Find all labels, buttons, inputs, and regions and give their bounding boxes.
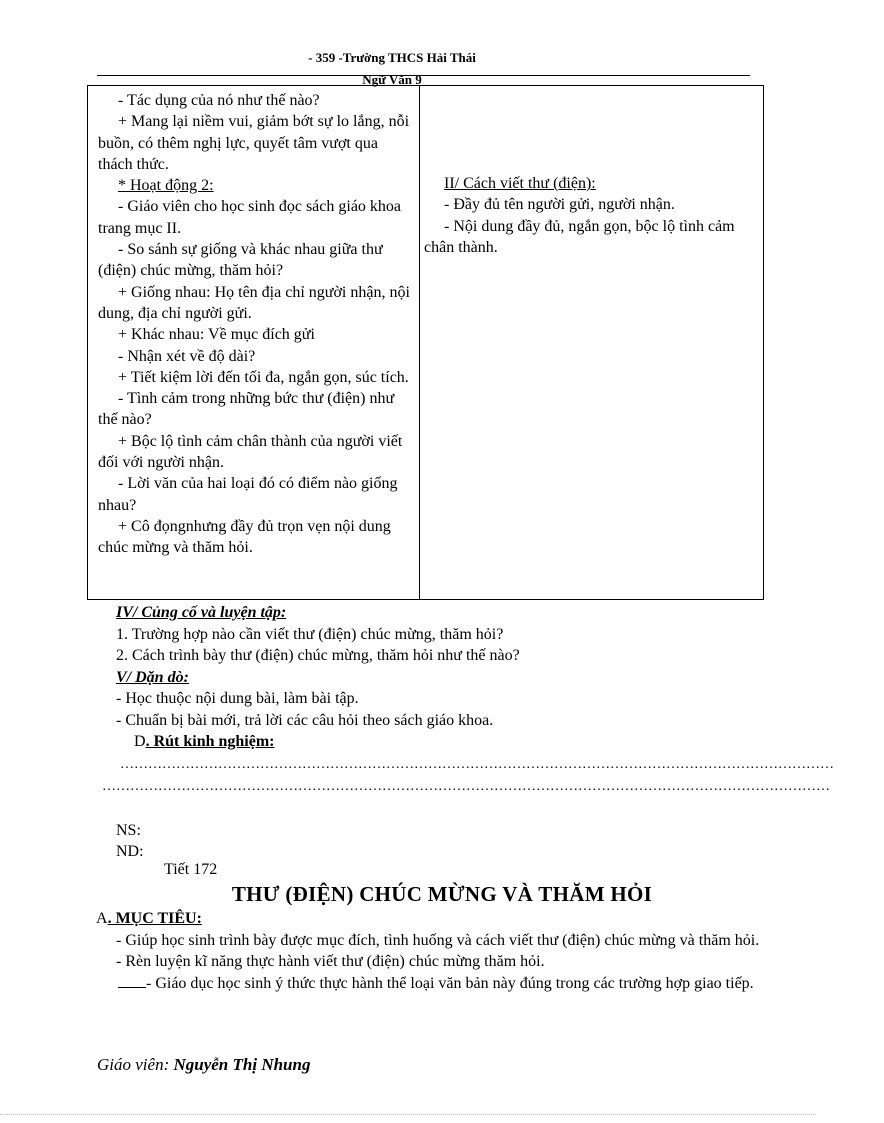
review-section bbox=[116, 602, 756, 753]
objectives-heading-text: . MỤC TIÊU: bbox=[107, 910, 202, 927]
experience-prefix: D bbox=[134, 733, 146, 750]
objectives-heading bbox=[96, 908, 768, 930]
review-heading bbox=[116, 602, 756, 624]
nd-label: ND: bbox=[116, 843, 144, 860]
review-heading-text: IV/ Củng cố và luyện tập: bbox=[116, 604, 287, 621]
activity-heading-text: * Hoạt động 2: bbox=[118, 177, 214, 195]
review-item: 1. Trường hợp nào cần viết thư (điện) chúc mừng, thăm hỏi? bbox=[116, 625, 504, 643]
dates-block bbox=[116, 820, 144, 862]
teacher-name: Nguyễn Thị Nhung bbox=[173, 1055, 311, 1074]
left-line: + Khác nhau: Về mục đích gửi bbox=[118, 326, 315, 344]
left-line: + Bộc lộ tình cảm chân thành của người viết đối với người nhận. bbox=[98, 432, 403, 472]
right-line: - Nội dung đầy đủ, ngắn gọn, bộc lộ tình cảm chân thành. bbox=[424, 217, 735, 256]
homework-heading bbox=[116, 667, 756, 689]
left-line: - Nhận xét về độ dài? bbox=[118, 347, 256, 365]
objective-item: - Giúp học sinh trình bày được mục đích, tình huống và cách viết thư (điện) chúc mừng và thăm hỏi. bbox=[116, 931, 760, 949]
section-heading bbox=[424, 173, 754, 194]
table-divider bbox=[419, 85, 420, 600]
left-line: + Cô đọngnhưng đầy đủ trọn vẹn nội dung chúc mừng và thăm hỏi. bbox=[98, 517, 391, 557]
review-item: 2. Cách trình bày thư (điện) chúc mừng, thăm hỏi như thế nào? bbox=[116, 647, 520, 664]
objective-item bbox=[96, 973, 768, 995]
left-line: - Giáo viên cho học sinh đọc sách giáo khoa trang mục II. bbox=[98, 198, 402, 237]
objectives-section bbox=[96, 908, 768, 994]
table-right-column bbox=[424, 173, 754, 258]
table-left-column bbox=[98, 90, 410, 559]
lesson-title: THƯ (ĐIỆN) CHÚC MỪNG VÀ THĂM HỎI bbox=[231, 882, 653, 906]
objective-item: - Rèn luyện kĩ năng thực hành viết thư (điện) chúc mừng thăm hỏi. bbox=[116, 953, 545, 970]
dotted-line-1: ……………………………………………………………………………………………………………………………………… bbox=[120, 757, 834, 772]
left-line: - Lời văn của hai loại đó có điểm nào giống nhau? bbox=[98, 475, 398, 514]
activity-heading bbox=[98, 175, 410, 196]
left-line: - Tình cảm trong những bức thư (điện) như thế nào? bbox=[98, 390, 395, 429]
left-line: - Tác dụng của nó như thế nào? bbox=[118, 92, 320, 109]
right-line: - Đầy đủ tên người gửi, người nhận. bbox=[444, 196, 675, 214]
experience-heading bbox=[116, 731, 756, 753]
footer-dotted-rule bbox=[0, 1114, 816, 1115]
blank-underline bbox=[118, 975, 146, 988]
teacher-label: Giáo viên: bbox=[97, 1055, 170, 1074]
section-heading-text: II/ Cách viết thư (điện): bbox=[444, 175, 596, 192]
experience-heading-text: . Rút kinh nghiệm: bbox=[145, 733, 275, 750]
teacher-signature bbox=[97, 1055, 310, 1075]
header-subject: Ngữ Văn 9 bbox=[362, 72, 422, 87]
objectives-prefix: A bbox=[96, 910, 108, 927]
homework-item: - Học thuộc nội dung bài, làm bài tập. bbox=[116, 690, 359, 707]
ns-label: NS: bbox=[116, 822, 141, 839]
objective-text: - Giáo dục học sinh ý thức thực hành thể loại văn bản này đúng trong các trường hợp giao tiếp. bbox=[146, 974, 754, 992]
left-line: + Tiết kiệm lời đến tối đa, ngắn gọn, súc tích. bbox=[118, 368, 409, 386]
period-label: Tiết 172 bbox=[164, 861, 218, 878]
header-school: - 359 -Trường THCS Hải Thái bbox=[308, 50, 476, 65]
left-line: + Giống nhau: Họ tên địa chỉ người nhận, nội dung, địa chỉ người gửi. bbox=[98, 283, 410, 322]
homework-item: - Chuẩn bị bài mới, trả lời các câu hỏi theo sách giáo khoa. bbox=[116, 711, 494, 729]
dotted-line-2: ………………………………………………………………………………………………………………………………………… bbox=[102, 779, 830, 794]
left-line: + Mang lại niềm vui, giảm bớt sự lo lắng, nỗi buồn, có thêm nghị lực, quyết tâm vượt qua thách thức. bbox=[98, 113, 410, 173]
homework-heading-text: V/ Dặn dò: bbox=[116, 668, 189, 686]
left-line: - So sánh sự giống và khác nhau giữa thư (điện) chúc mừng, thăm hỏi? bbox=[98, 241, 383, 280]
